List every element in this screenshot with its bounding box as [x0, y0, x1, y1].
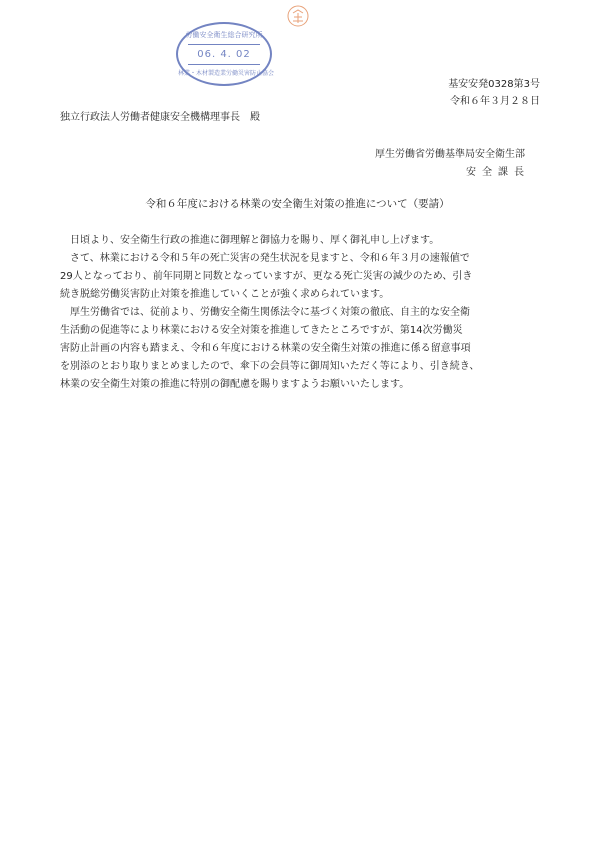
body-line: 日頃より、安全衛生行政の推進に御理解と御協力を賜り、厚く御礼申し上げます。: [70, 235, 440, 246]
stamp-top-text: 労働安全衛生総合研究所: [185, 31, 263, 39]
stamp-bottom-text: 林業・木材製造業労働災害防止協会: [178, 70, 275, 77]
body-line: 生活動の促進等により林業における安全対策を推進してきたところですが、第14次労働災: [60, 325, 463, 336]
sender-title: 安全課長: [466, 167, 530, 178]
body-line: さて、林業における令和５年の死亡災害の発生状況を見ますと、令和６年３月の速報値で: [70, 253, 470, 264]
paragraph: [60, 232, 546, 250]
body-line: 厚生労働省では、従前より、労働安全衛生関係法令に基づく対策の徹底、自主的な安全衛: [70, 307, 470, 318]
body-line: 林業の安全衛生対策の推進に特別の御配慮を賜りますようお願いいたします。: [60, 379, 410, 390]
body-line: 続き脱総労働災害防止対策を推進していくことが強く求められています。: [60, 289, 390, 300]
stamp-divider: [188, 44, 260, 45]
stamp-divider: [188, 64, 260, 65]
personal-seal-icon: [286, 4, 310, 28]
body-line: 害防止計画の内容も踏まえ、令和６年度における林業の安全衛生対策の推進に係る留意事項: [60, 343, 471, 354]
document-body: [60, 232, 546, 394]
stamp-date: 06. 4. 02: [197, 49, 251, 60]
addressee: 独立行政法人労働者健康安全機構理事長 殿: [60, 112, 260, 123]
document-title: 令和６年度における林業の安全衛生対策の推進について（要請）: [145, 198, 450, 210]
document-number: 基安安発0328第3号: [448, 79, 540, 90]
body-line: 29人となっており、前年同期と同数となっていますが、更なる死亡災害の減少のため、引き: [60, 271, 473, 282]
paragraph: [60, 250, 546, 304]
received-stamp: [176, 22, 275, 86]
body-line: を別添のとおり取りまとめましたので、傘下の会員等に御周知いただく等により、引き続き、: [60, 361, 480, 372]
sender-organization: 厚生労働省労働基準局安全衛生部: [375, 149, 525, 160]
paragraph: [60, 304, 546, 394]
document-date: 令和６年３月２８日: [450, 96, 540, 107]
